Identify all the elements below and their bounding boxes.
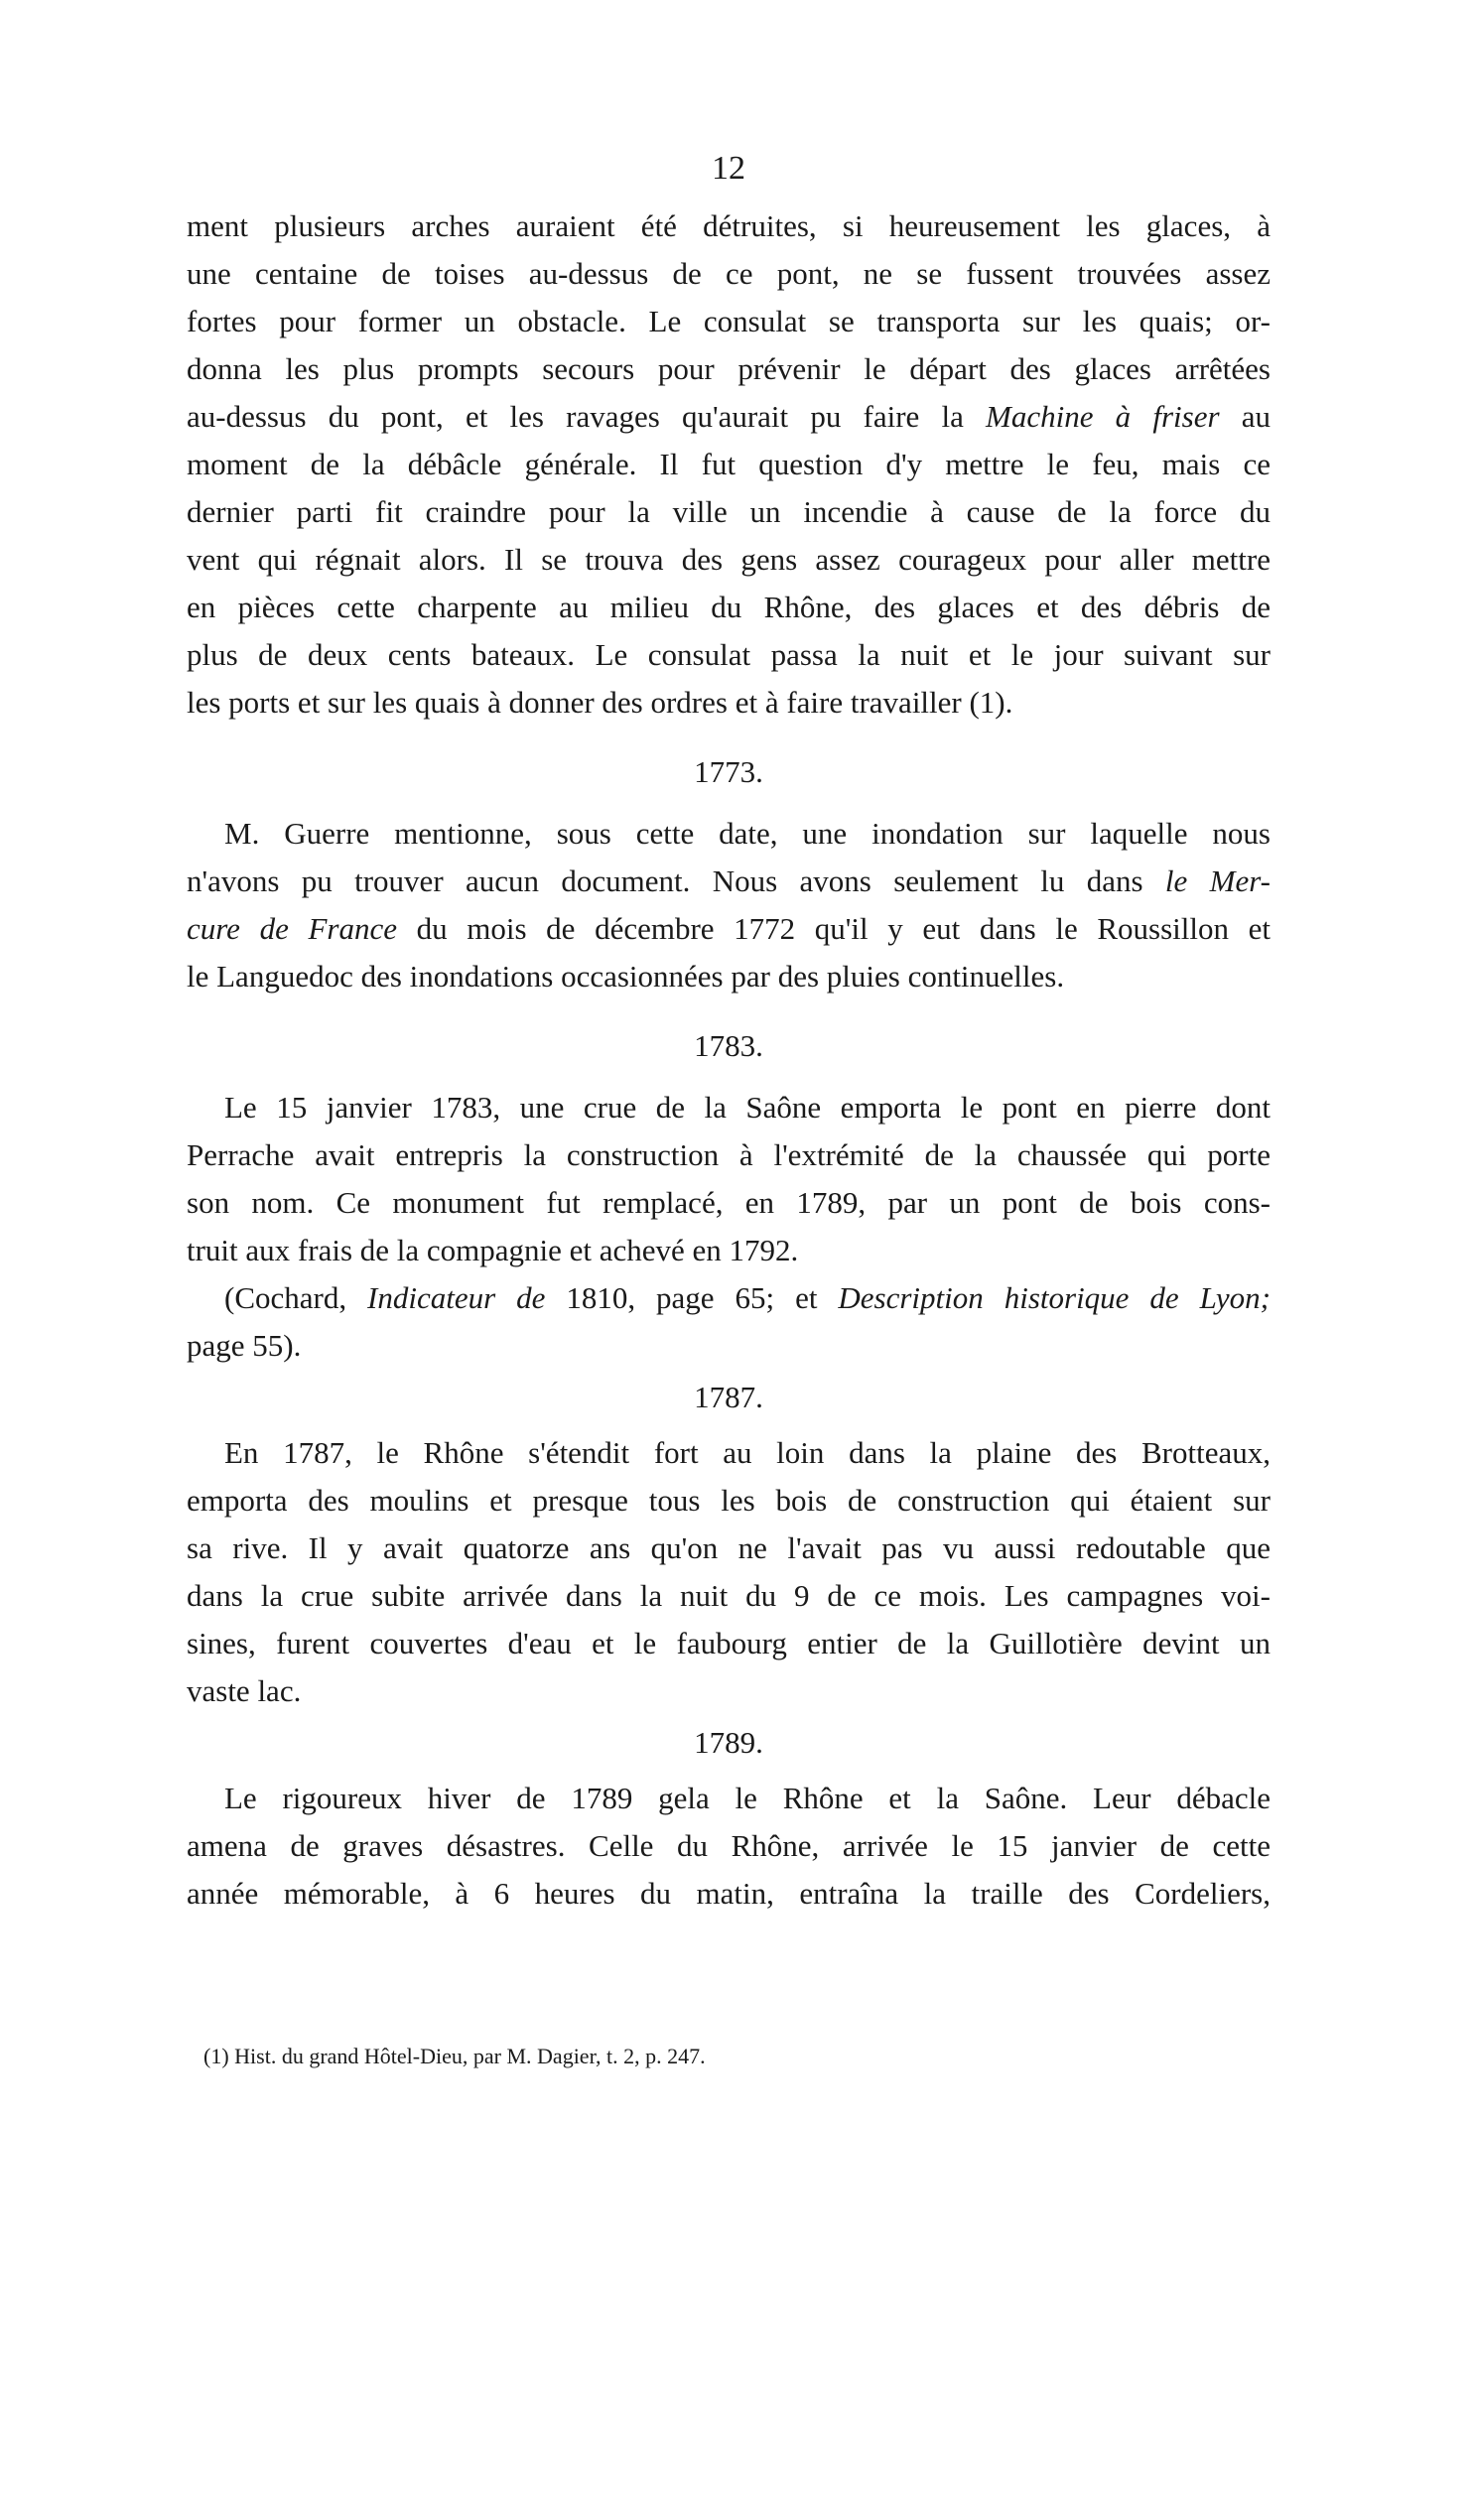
text-line: ment plusieurs arches auraient été détruites, si heureusement les glaces, à <box>187 208 1271 243</box>
text-line: en pièces cette charpente au milieu du Rhône, des glaces et des débris de <box>187 590 1271 624</box>
year-heading-1787: 1787. <box>694 1380 763 1414</box>
text-line: emporta des moulins et presque tous les bois de construction qui étaient sur <box>187 1483 1271 1518</box>
italic-title: Description historique de Lyon; <box>838 1280 1271 1315</box>
text-run: 1810, page 65; et <box>545 1280 839 1315</box>
page-body <box>187 149 1271 1918</box>
text-line <box>187 1274 1271 1322</box>
footnote: (1) Hist. du grand Hôtel-Dieu, par M. Dagier, t. 2, p. 247. <box>203 2044 706 2068</box>
year-heading-1789: 1789. <box>694 1725 763 1760</box>
text-line: dernier parti fit craindre pour la ville un incendie à cause de la force du <box>187 494 1271 529</box>
text-line: Perrache avait entrepris la construction à l'extrémité de la chaussée qui porte <box>187 1137 1271 1172</box>
text-run: n'avons pu trouver aucun document. Nous avons seulement lu dans <box>187 863 1165 898</box>
text-line: amena de graves désastres. Celle du Rhône, arrivée le 15 janvier de cette <box>187 1828 1271 1863</box>
text-line: année mémorable, à 6 heures du matin, entraîna la traille des Cordeliers, <box>187 1876 1271 1911</box>
text-line: sines, furent couvertes d'eau et le faubourg entier de la Guillotière devint un <box>187 1626 1271 1660</box>
text-line: plus de deux cents bateaux. Le consulat passa la nuit et le jour suivant sur <box>187 637 1271 672</box>
text-line: son nom. Ce monument fut remplacé, en 1789, par un pont de bois cons- <box>187 1185 1271 1220</box>
text-line <box>187 393 1271 441</box>
text-line: Le rigoureux hiver de 1789 gela le Rhône et la Saône. Leur débacle <box>224 1781 1271 1815</box>
paragraph-1783 <box>187 1084 1271 1370</box>
text-line: une centaine de toises au-dessus de ce pont, ne se fussent trouvées assez <box>187 256 1271 291</box>
paragraph-intro <box>187 202 1271 727</box>
italic-title: Machine à friser <box>986 399 1220 434</box>
text-line: le Languedoc des inondations occasionnées par des pluies continuelles. <box>187 959 1065 994</box>
text-run: (Cochard, <box>224 1280 368 1315</box>
year-heading-1773: 1773. <box>694 754 763 789</box>
text-line: donna les plus prompts secours pour prévenir le départ des glaces arrêtées <box>187 351 1271 386</box>
text-line: vent qui régnait alors. Il se trouva des gens assez courageux pour aller mettre <box>187 542 1271 577</box>
text-line: vaste lac. <box>187 1673 302 1708</box>
text-line: page 55). <box>187 1328 302 1363</box>
text-line: Le 15 janvier 1783, une crue de la Saône emporta le pont en pierre dont <box>224 1090 1271 1125</box>
text-line <box>187 905 1271 953</box>
paragraph-1789 <box>187 1775 1271 1918</box>
page-number: 12 <box>712 150 745 187</box>
year-heading-1783: 1783. <box>694 1028 763 1063</box>
text-line: sa rive. Il y avait quatorze ans qu'on ne l'avait pas vu aussi redoutable que <box>187 1530 1271 1565</box>
paragraph-1773 <box>187 810 1271 1000</box>
text-line: truit aux frais de la compagnie et achevé en 1792. <box>187 1233 799 1267</box>
text-line: dans la crue subite arrivée dans la nuit du 9 de ce mois. Les campagnes voi- <box>187 1578 1271 1613</box>
text-line: fortes pour former un obstacle. Le consulat se transporta sur les quais; or- <box>187 304 1271 338</box>
text-line: M. Guerre mentionne, sous cette date, une inondation sur laquelle nous <box>224 816 1271 851</box>
text-line: les ports et sur les quais à donner des ordres et à faire travailler (1). <box>187 685 1013 720</box>
paragraph-1787 <box>187 1429 1271 1715</box>
text-run: au <box>1219 399 1271 434</box>
text-line: En 1787, le Rhône s'étendit fort au loin dans la plaine des Brotteaux, <box>224 1435 1271 1470</box>
text-line: moment de la débâcle générale. Il fut question d'y mettre le feu, mais ce <box>187 447 1271 481</box>
text-run: du mois de décembre 1772 qu'il y eut dans le Roussillon et <box>396 911 1271 946</box>
italic-title: le Mer- <box>1164 863 1271 898</box>
text-run: au-dessus du pont, et les ravages qu'aurait pu faire la <box>187 399 987 434</box>
italic-title: cure de France <box>187 911 397 946</box>
italic-title: Indicateur de <box>367 1280 546 1315</box>
text-line <box>187 858 1271 905</box>
